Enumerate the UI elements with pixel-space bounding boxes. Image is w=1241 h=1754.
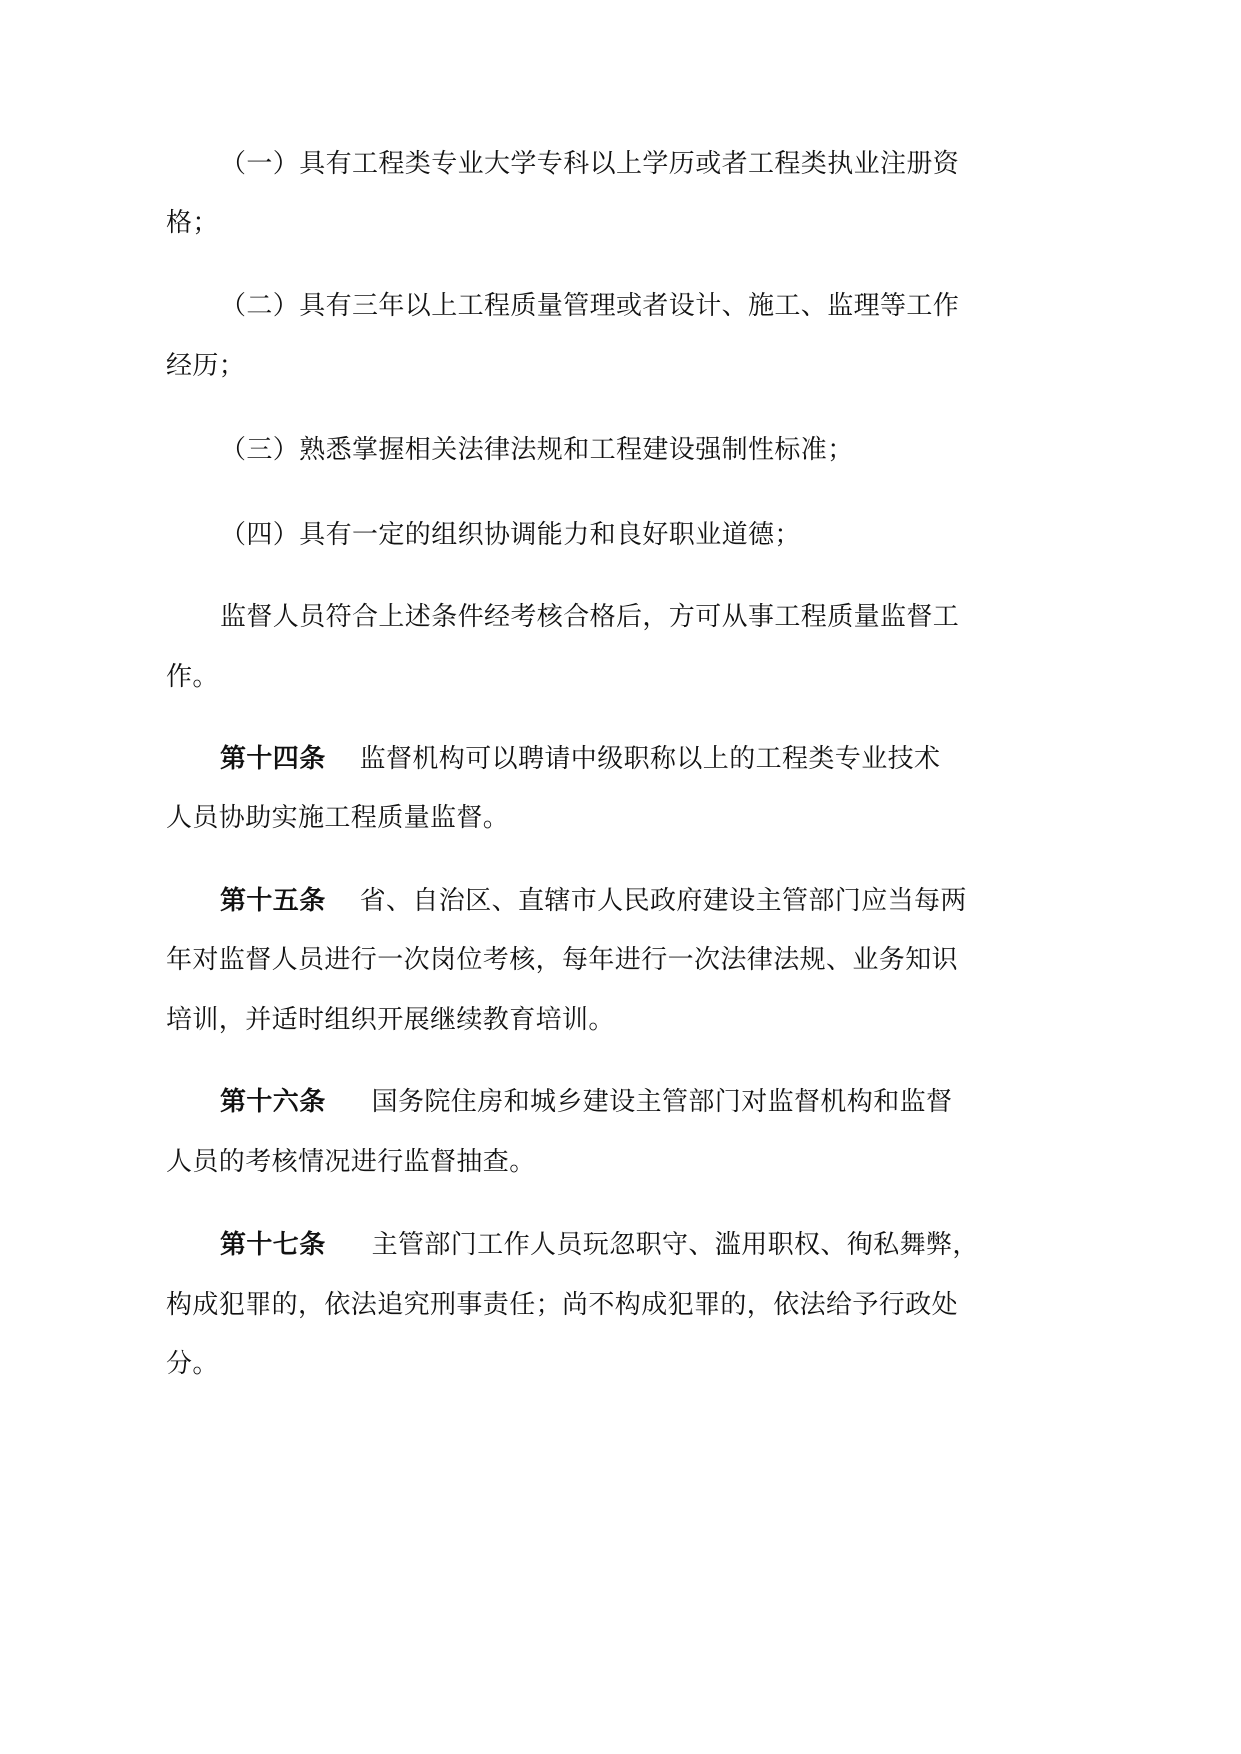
article-17-line-1: [220, 1227, 979, 1263]
article-16-text: 国务院住房和城乡建设主管部门对监督机构和监督: [371, 1087, 953, 1117]
item-1-line-1: （一）具有工程类专业大学专科以上学历或者工程类执业注册资: [220, 149, 960, 179]
article-14-line-1: [220, 741, 940, 777]
article-17-line-3: 分。: [166, 1349, 219, 1379]
item-1-line-2: 格；: [166, 208, 219, 238]
article-14-heading: 第十四条: [220, 744, 326, 774]
article-16-line-1: [220, 1084, 952, 1120]
article-15-line-2: 年对监督人员进行一次岗位考核，每年进行一次法律法规、业务知识: [166, 945, 959, 975]
item-4-line-1: （四）具有一定的组织协调能力和良好职业道德；: [220, 520, 801, 550]
article-16-line-2: 人员的考核情况进行监督抽查。: [166, 1147, 536, 1177]
article-17-text: 主管部门工作人员玩忽职守、滥用职权、徇私舞弊，: [371, 1230, 979, 1260]
closing-para-line-1: 监督人员符合上述条件经考核合格后，方可从事工程质量监督工: [220, 602, 960, 632]
article-14-line-2: 人员协助实施工程质量监督。: [166, 803, 510, 833]
article-16-heading: 第十六条: [220, 1087, 326, 1117]
item-2-line-2: 经历；: [166, 351, 246, 381]
article-15-line-3: 培训，并适时组织开展继续教育培训。: [166, 1005, 615, 1035]
article-15-line-1: [220, 883, 967, 919]
item-2-line-1: （二）具有三年以上工程质量管理或者设计、施工、监理等工作: [220, 291, 960, 321]
item-3-line-1: （三）熟悉掌握相关法律法规和工程建设强制性标准；: [220, 435, 854, 465]
article-17-line-2: 构成犯罪的，依法追究刑事责任；尚不构成犯罪的，依法给予行政处: [166, 1290, 959, 1320]
article-14-text: 监督机构可以聘请中级职称以上的工程类专业技术: [359, 744, 941, 774]
article-15-heading: 第十五条: [220, 886, 326, 916]
closing-para-line-2: 作。: [166, 662, 219, 692]
article-15-text: 省、自治区、直辖市人民政府建设主管部门应当每两: [359, 886, 967, 916]
article-17-heading: 第十七条: [220, 1230, 326, 1260]
